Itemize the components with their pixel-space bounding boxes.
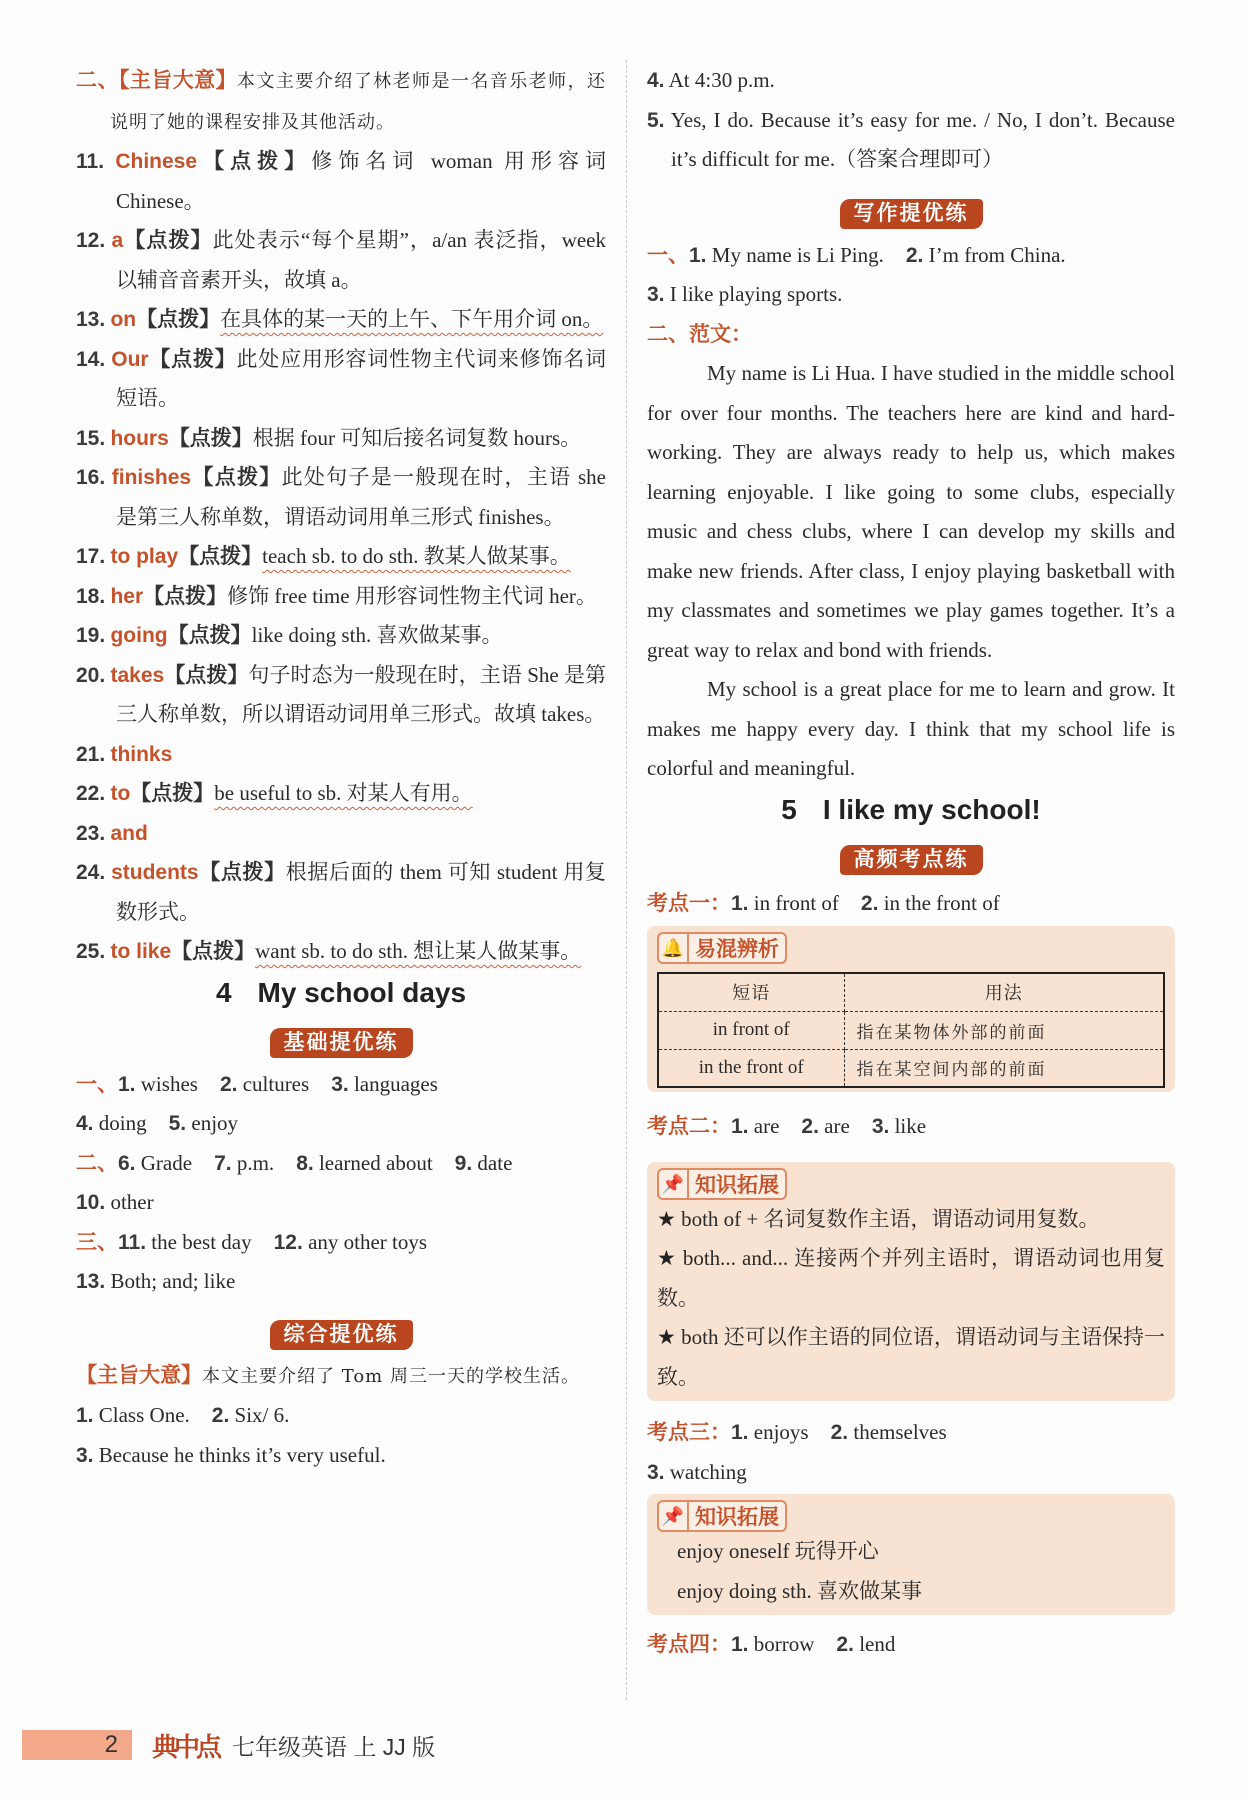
sample-paragraph-2: My school is a great place for me to learn and grow. It makes me happy every day. I think that my school life is colorful and meaningful. bbox=[647, 677, 1175, 780]
answer-pair bbox=[76, 1111, 147, 1135]
tip-label: 【点拨】 bbox=[123, 229, 213, 252]
tip-label: 【点拨】 bbox=[136, 308, 221, 331]
knowledge-tag: 📌 知识拓展 bbox=[657, 1168, 787, 1200]
tip-label: 【点拨】 bbox=[164, 663, 249, 687]
answer-text: any other toys bbox=[308, 1229, 428, 1254]
item-number: 7. bbox=[214, 1151, 232, 1175]
item-number: 13. bbox=[76, 1270, 106, 1293]
tip-label: 【点拨】 bbox=[171, 940, 256, 963]
answer: to play bbox=[110, 545, 179, 568]
answer: finishes bbox=[111, 466, 192, 489]
key-point-label: 考点三： bbox=[647, 1421, 731, 1444]
item-number: 8. bbox=[296, 1151, 314, 1175]
knowledge-line: ★ both of + 名词复数作主语，谓语动词用复数。 bbox=[657, 1206, 1100, 1231]
answer-line bbox=[76, 1396, 606, 1436]
answer-text: enjoys bbox=[753, 1420, 809, 1444]
writing-part-1 bbox=[647, 236, 1175, 276]
answer-item bbox=[76, 853, 606, 932]
key-point-4 bbox=[647, 1625, 1175, 1665]
item-number: 25. bbox=[76, 940, 106, 963]
answer-pair bbox=[76, 1443, 386, 1467]
answer-pair bbox=[731, 1632, 814, 1656]
item-number: 1. bbox=[731, 1115, 749, 1138]
answer-pair bbox=[76, 1269, 235, 1293]
answer-pair bbox=[296, 1151, 432, 1175]
answer-item bbox=[76, 340, 606, 419]
explanation: 句子时态为一般现在时，主语 She 是第三人称单数，所以谓语动词用单三形式。故填 takes。 bbox=[116, 662, 607, 726]
explanation: 此处表示“每个星期”，a/an 表泛指，week 以辅音音素开头，故填 a。 bbox=[116, 228, 606, 292]
answer: students bbox=[111, 861, 199, 884]
knowledge-box-2 bbox=[647, 1494, 1175, 1615]
explanation-underlined: 在具体的某一天的上午、下午用介词 on。 bbox=[220, 307, 604, 331]
answer: and bbox=[110, 821, 148, 845]
answer-pair bbox=[76, 1230, 252, 1254]
answer-text: date bbox=[477, 1150, 513, 1175]
tip-label: 【点拨】 bbox=[167, 624, 252, 647]
answer-text: wishes bbox=[140, 1071, 198, 1096]
page-number: 2 bbox=[22, 1730, 132, 1760]
pin-icon: 📌 bbox=[659, 1502, 689, 1530]
answer-text: in front of bbox=[753, 890, 839, 915]
answer-text: lend bbox=[859, 1632, 896, 1656]
explanation: 根据后面的 them 可知 student 用复数形式。 bbox=[116, 860, 607, 924]
answer: Chinese bbox=[115, 150, 198, 173]
knowledge-line: ★ both... and... 连接两个并列主语时，谓语动词也用复数。 bbox=[657, 1246, 1166, 1310]
key-point-label: 考点二： bbox=[647, 1115, 731, 1138]
answer: her bbox=[110, 584, 144, 608]
key-point-3 bbox=[647, 1413, 1175, 1453]
item-number: 1. bbox=[731, 1633, 749, 1656]
answer-item bbox=[76, 814, 606, 854]
item-number: 一、1. bbox=[76, 1072, 136, 1096]
pin-icon: 📌 bbox=[659, 1170, 689, 1198]
answer: Our bbox=[111, 347, 149, 371]
sample-paragraph-1: My name is Li Hua. I have studied in the middle school for over four months. The teachers here are kind and hard-working. They are always ready to help us, which makes learning enjoyable. I like going to some clubs, especially music and chess clubs, where I can develop my skills and make new friends. After class, I enjoy playing basketball with my classmates and sometimes we play games together. It’s a great way to relax and bond with friends. bbox=[647, 361, 1175, 662]
item-number: 9. bbox=[454, 1151, 473, 1175]
answer-pair bbox=[861, 891, 1000, 915]
answer-text: doing bbox=[98, 1111, 147, 1135]
section-badge-frequent: 高频考点练 bbox=[840, 845, 983, 875]
item-number: 5. bbox=[168, 1112, 187, 1135]
knowledge-line: ★ both 还可以作主语的同位语，谓语动词与主语保持一致。 bbox=[657, 1325, 1165, 1389]
answer-text: are bbox=[753, 1114, 780, 1138]
answer-pair bbox=[731, 1114, 779, 1138]
answer-line bbox=[76, 1262, 606, 1302]
answer-pair bbox=[455, 1151, 513, 1175]
reading-answers bbox=[647, 61, 1175, 180]
item-number: 3. bbox=[331, 1072, 349, 1096]
item-number: 12. bbox=[273, 1230, 303, 1254]
tip-label: 【点拨】 bbox=[130, 782, 215, 805]
item-number: 2. bbox=[830, 1421, 849, 1444]
item-number: 16. bbox=[76, 466, 106, 489]
item-number: 2. bbox=[860, 891, 879, 915]
explanation-underlined: want sb. to do sth. 想让某人做某事。 bbox=[255, 939, 582, 963]
answer-text: like bbox=[894, 1114, 927, 1138]
answer-pair bbox=[906, 243, 1066, 267]
answer-line bbox=[76, 1183, 606, 1223]
item-number: 11. bbox=[76, 150, 105, 173]
brand-logo: 典中点 bbox=[152, 1731, 219, 1762]
key-point-3-extra: 3. watching bbox=[647, 1459, 747, 1484]
answer-pair bbox=[76, 1151, 192, 1175]
explanation-underlined: be useful to sb. 对某人有用。 bbox=[214, 781, 473, 805]
key-point-1 bbox=[647, 884, 1175, 924]
explanation: 此处应用形容词性物主代词来修饰名词短语。 bbox=[116, 346, 607, 410]
answer-item bbox=[76, 142, 606, 221]
answer-pair bbox=[801, 1114, 849, 1138]
tip-label: 【点拨】 bbox=[197, 150, 312, 173]
explanation-underlined: teach sb. to do sth. 教某人做某事。 bbox=[262, 544, 571, 568]
page-footer bbox=[22, 1727, 435, 1763]
item-number: 2. bbox=[905, 243, 924, 267]
item-number: 2. bbox=[801, 1115, 819, 1138]
item-number: 1. bbox=[76, 1404, 94, 1427]
answer-line bbox=[647, 61, 1175, 101]
explanation: 修饰名词 woman 用形容词 Chinese。 bbox=[116, 149, 607, 213]
answer-text: other bbox=[110, 1190, 154, 1214]
answer-item bbox=[76, 774, 606, 814]
answer-pair bbox=[169, 1111, 238, 1135]
item-number: 一、1. bbox=[647, 243, 707, 267]
answer-pair bbox=[76, 1072, 198, 1096]
main-idea-2: 【主旨大意】本文主要介绍了 Tom 周三一天的学校生活。 bbox=[76, 1363, 580, 1387]
right-column bbox=[647, 61, 1175, 1665]
item-number: 19. bbox=[76, 624, 106, 647]
item-number: 2. bbox=[219, 1072, 238, 1096]
explanation: 修饰 free time 用形容词性物主代词 her。 bbox=[227, 583, 597, 608]
answer-pair bbox=[76, 1403, 190, 1427]
answer-line bbox=[647, 101, 1175, 180]
answer-text: At 4:30 p.m. bbox=[668, 68, 775, 92]
column-divider bbox=[626, 60, 627, 1700]
answer-pair bbox=[831, 1420, 947, 1444]
answer-text: p.m. bbox=[236, 1150, 275, 1175]
answer: thinks bbox=[110, 742, 173, 766]
answer-item bbox=[76, 221, 606, 300]
table-row: in front of 指在某物体外部的前面 bbox=[658, 1011, 1164, 1049]
item-number: 15. bbox=[76, 426, 106, 450]
answer-list bbox=[76, 142, 606, 972]
bell-icon: 🔔 bbox=[659, 934, 689, 962]
tip-label: 【点拨】 bbox=[143, 584, 228, 608]
confusion-tag: 🔔 易混辨析 bbox=[657, 932, 787, 964]
section-badge-comprehensive: 综合提优练 bbox=[270, 1320, 413, 1350]
answer-pair bbox=[212, 1403, 290, 1427]
key-point-label: 考点一： bbox=[647, 891, 731, 915]
key-point-2 bbox=[647, 1107, 1175, 1147]
answer-text: the best day bbox=[151, 1229, 252, 1254]
item-number: 20. bbox=[76, 663, 106, 687]
item-number: 21. bbox=[76, 742, 106, 766]
item-number: 4. bbox=[76, 1112, 94, 1135]
section-badge-basic: 基础提优练 bbox=[270, 1028, 413, 1058]
basic-answers bbox=[76, 1065, 606, 1302]
answer: hours bbox=[110, 426, 169, 450]
answer-line bbox=[76, 1223, 606, 1263]
item-number: 24. bbox=[76, 861, 106, 884]
item-number: 23. bbox=[76, 821, 106, 845]
answer-pair bbox=[731, 891, 839, 915]
answer-text: are bbox=[824, 1114, 850, 1138]
answer-line bbox=[76, 1104, 606, 1144]
comprehensive-answers bbox=[76, 1396, 606, 1475]
answer-text: learned about bbox=[318, 1150, 433, 1175]
item-number: 17. bbox=[76, 545, 106, 568]
item-number: 1. bbox=[731, 1421, 749, 1444]
item-number: 13. bbox=[76, 308, 106, 331]
answer-pair bbox=[331, 1072, 438, 1096]
answer: a bbox=[111, 229, 124, 252]
knowledge-line: enjoy oneself 玩得开心 bbox=[677, 1539, 879, 1563]
knowledge-tag: 📌 知识拓展 bbox=[657, 1500, 787, 1532]
answer-pair bbox=[647, 243, 884, 267]
answer-item bbox=[76, 932, 606, 972]
tip-label: 【点拨】 bbox=[178, 545, 263, 568]
answer-text: in the front of bbox=[883, 890, 1000, 915]
answer-line bbox=[76, 1065, 606, 1105]
item-number: 12. bbox=[76, 229, 106, 252]
answer-item bbox=[76, 735, 606, 775]
answer-text: Both; and; like bbox=[110, 1269, 236, 1293]
answer-text: borrow bbox=[753, 1632, 815, 1656]
tip-label: 【点拨】 bbox=[148, 347, 237, 371]
item-number: 二、6. bbox=[76, 1151, 136, 1175]
answer-item bbox=[76, 656, 606, 735]
explanation: like doing sth. 喜欢做某事。 bbox=[251, 623, 503, 647]
knowledge-box-1 bbox=[647, 1162, 1175, 1402]
item-number: 3. bbox=[76, 1443, 94, 1467]
tip-label: 【点拨】 bbox=[191, 466, 282, 489]
confusion-box bbox=[647, 926, 1175, 1092]
left-column bbox=[76, 61, 606, 1475]
answer: takes bbox=[110, 663, 165, 687]
answer-text: themselves bbox=[853, 1420, 947, 1444]
answer-pair bbox=[274, 1230, 427, 1254]
knowledge-line: enjoy doing sth. 喜欢做某事 bbox=[677, 1578, 922, 1603]
section-badge-writing: 写作提优练 bbox=[840, 199, 983, 229]
answer: to bbox=[110, 782, 131, 805]
answer-pair bbox=[214, 1151, 274, 1175]
item-number: 4. bbox=[647, 69, 665, 92]
item-number: 14. bbox=[76, 347, 106, 371]
answer: on bbox=[110, 308, 137, 331]
answer-pair bbox=[836, 1632, 895, 1656]
book-title: 七年级英语 上 JJ 版 bbox=[232, 1733, 436, 1760]
unit-4-title: 4 My school days bbox=[215, 976, 467, 1008]
answer-pair bbox=[76, 1190, 154, 1214]
answer-text: I’m from China. bbox=[928, 242, 1066, 267]
answer-item bbox=[76, 577, 606, 617]
answer: going bbox=[110, 624, 168, 647]
unit-5-title: 5 I like my school! bbox=[781, 793, 1041, 825]
answer-pair bbox=[872, 1114, 926, 1138]
answer-text: cultures bbox=[242, 1071, 310, 1096]
answer-item bbox=[76, 616, 606, 656]
answer-item bbox=[76, 537, 606, 577]
answer-text: My name is Li Ping. bbox=[711, 242, 884, 267]
table-row: in the front of 指在某空间内部的前面 bbox=[658, 1049, 1164, 1087]
answer-text: Because he thinks it’s very useful. bbox=[98, 1442, 386, 1467]
answer-item bbox=[76, 419, 606, 459]
sample-label: 二、范文： bbox=[647, 322, 752, 346]
item-number: 1. bbox=[731, 891, 749, 915]
answer: to like bbox=[110, 940, 172, 963]
key-point-label: 考点四： bbox=[647, 1633, 731, 1656]
answer-line bbox=[76, 1144, 606, 1184]
item-number: 22. bbox=[76, 782, 106, 805]
answer-text: languages bbox=[353, 1071, 438, 1096]
item-number: 2. bbox=[836, 1633, 854, 1656]
answer-text: Yes, I do. Because it’s easy for me. / No, I don’t. Because it’s difficult for me.（答案合理即可） bbox=[670, 107, 1175, 171]
answer-text: Grade bbox=[140, 1150, 193, 1175]
answer-line bbox=[76, 1436, 606, 1476]
answer-item bbox=[76, 458, 606, 537]
item-number: 18. bbox=[76, 584, 106, 608]
answer-text: Class One. bbox=[98, 1403, 190, 1427]
explanation: 根据 four 可知后接名词复数 hours。 bbox=[252, 425, 582, 450]
answer-pair bbox=[220, 1072, 309, 1096]
tip-label: 【点拨】 bbox=[168, 426, 253, 450]
item-number: 3. bbox=[871, 1115, 890, 1138]
writing-item-3: 3. I like playing sports. bbox=[647, 282, 843, 306]
confusion-table: 短语 用法 in front of 指在某物体外部的前面 in the front of 指在某空间内部的前面 bbox=[657, 972, 1165, 1088]
item-number: 三、11. bbox=[76, 1230, 147, 1254]
answer-pair bbox=[731, 1420, 809, 1444]
answer-text: Six/ 6. bbox=[234, 1403, 290, 1427]
answer-text: enjoy bbox=[191, 1111, 239, 1135]
main-idea-1: 二、【主旨大意】本文主要介绍了林老师是一名音乐老师，还说明了她的课程安排及其他活动。 bbox=[76, 69, 607, 133]
explanation: 此处句子是一般现在时，主语 she 是第三人称单数，谓语动词用单三形式 finishes。 bbox=[116, 465, 606, 529]
tip-label: 【点拨】 bbox=[198, 861, 286, 884]
item-number: 2. bbox=[211, 1404, 230, 1427]
item-number: 10. bbox=[76, 1191, 106, 1214]
answer-item bbox=[76, 300, 606, 340]
item-number: 5. bbox=[647, 108, 665, 132]
